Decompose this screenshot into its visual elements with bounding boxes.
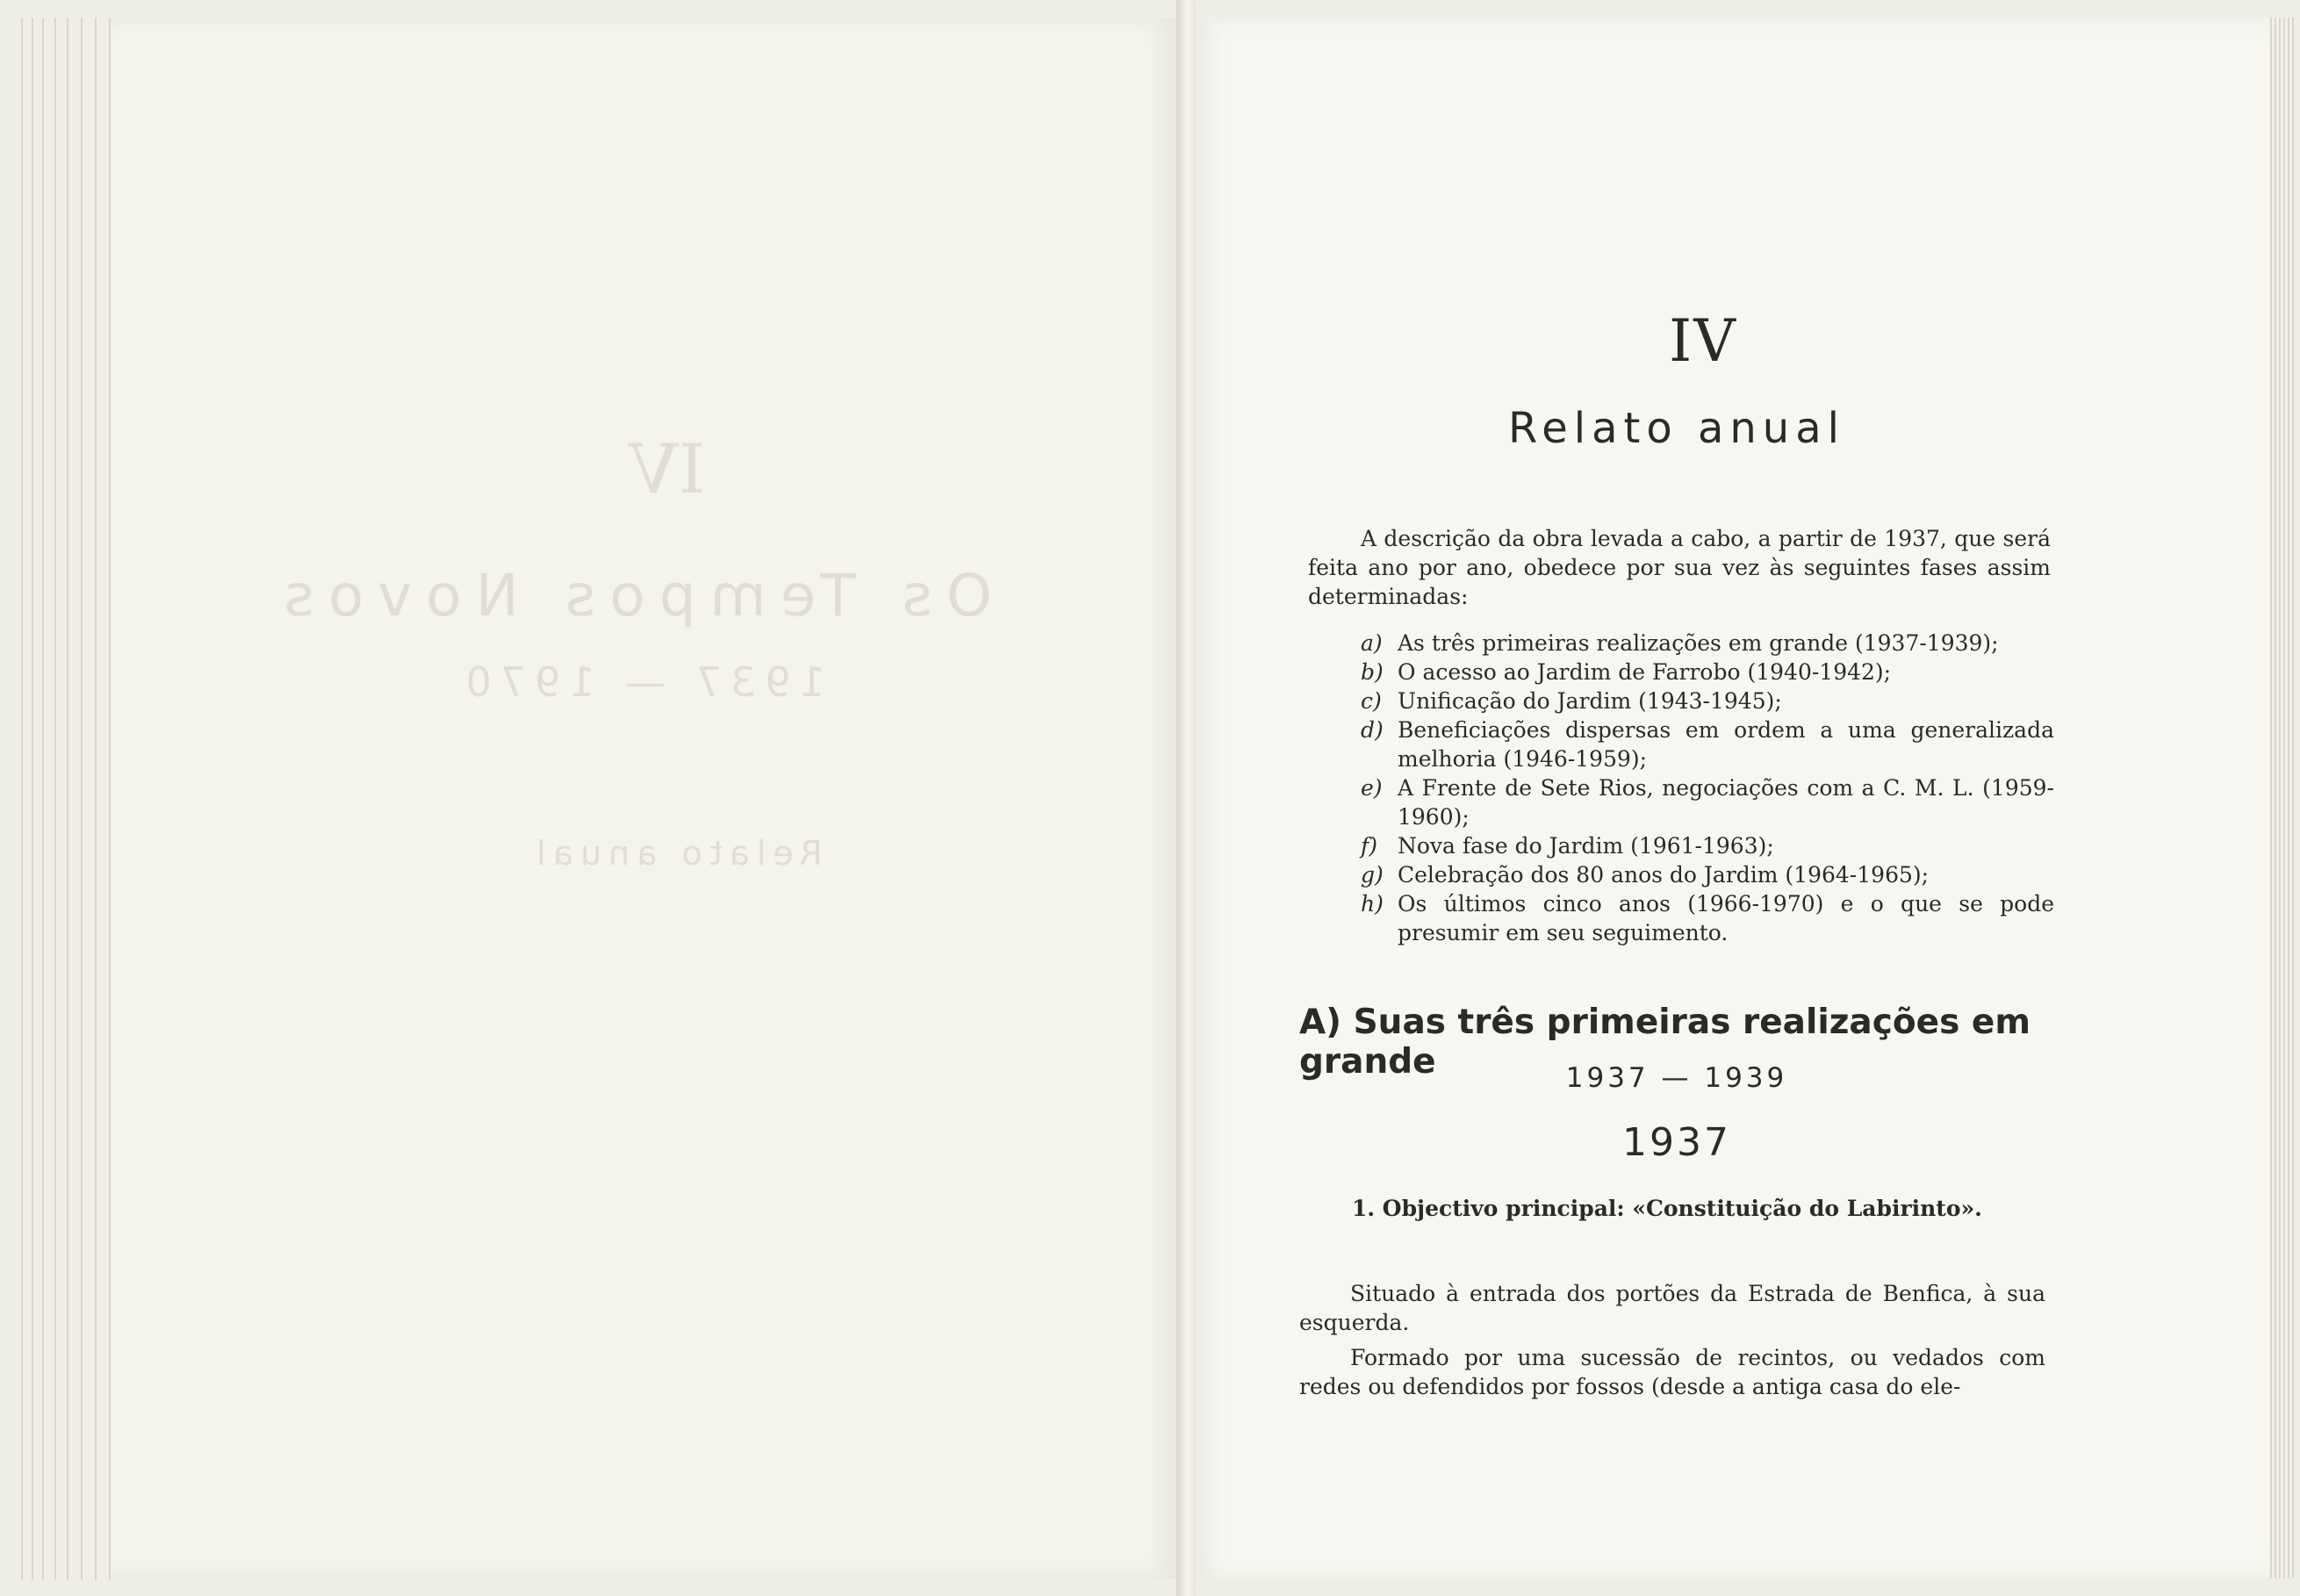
list-item-key: b) (1361, 659, 1384, 685)
list-item-key: a) (1361, 630, 1383, 656)
body-paragraph: Formado por uma sucessão de recintos, ou vedados com redes ou defendidos por fossos (desde a antiga casa do ele- (1299, 1345, 2045, 1399)
right-page-edges (2270, 18, 2295, 1578)
book-gutter (1176, 0, 1196, 1596)
body-paragraph: Situado à entrada dos portões da Estrada de Benfica, à sua esquerda. (1299, 1281, 2045, 1335)
list-item (1361, 629, 2054, 658)
show-through-numeral: IV (629, 430, 706, 509)
chapter-title: Relato anual (1508, 404, 1845, 453)
list-item-text: Unificação do Jardim (1943-1945); (1398, 688, 1782, 714)
list-item-key: f) (1361, 833, 1378, 859)
list-item (1361, 831, 2054, 860)
left-page (112, 18, 1183, 1578)
list-item-key: e) (1361, 775, 1383, 801)
list-item (1361, 658, 2054, 687)
list-item-text: Beneficiações dispersas em ordem a uma generalizada melhoria (1946-1959); (1398, 717, 2054, 772)
intro-paragraph: A descrição da obra levada a cabo, a partir de 1937, que será feita ano por ano, obedece por sua vez às seguintes fases assim determinadas: (1308, 526, 2051, 609)
list-item-text: Nova fase do Jardim (1961-1963); (1398, 833, 1774, 859)
show-through-subtitle: Relato anual (529, 834, 823, 873)
list-item-text: O acesso ao Jardim de Farrobo (1940-1942); (1398, 659, 1892, 685)
list-item-text: As três primeiras realizações em grande (1937-1939); (1398, 630, 1999, 656)
list-item (1361, 889, 2054, 947)
list-item-key: c) (1361, 688, 1382, 714)
chapter-numeral: IV (1669, 307, 1737, 375)
section-heading: A) Suas três primeiras realizações em grande (1299, 1003, 2030, 1082)
list-item-key: g) (1361, 862, 1384, 888)
list-item-text: Celebração dos 80 anos do Jardim (1964-1965); (1398, 862, 1930, 888)
list-item (1361, 687, 2054, 715)
section-years: 1937 — 1939 (1565, 1062, 1788, 1094)
list-item (1361, 860, 2054, 889)
list-item-text: Os últimos cinco anos (1966-1970) e o que se pode presumir em seu seguimento. (1398, 891, 2054, 945)
year-heading: 1937 (1622, 1120, 1731, 1165)
list-item (1361, 715, 2054, 773)
list-item-key: h) (1361, 891, 1384, 917)
list-item-key: d) (1361, 717, 1384, 743)
phase-list (1361, 629, 2054, 947)
objective-subheading: 1. Objectivo principal: «Constituição do Labirinto». (1352, 1196, 1982, 1221)
list-item (1361, 773, 2054, 831)
left-page-edges (21, 18, 118, 1580)
list-item-text: A Frente de Sete Rios, negociações com a C. M. L. (1959-1960); (1398, 775, 2054, 830)
show-through-years: 1937 — 1970 (456, 658, 825, 706)
show-through-title: Os Tempos Novos (270, 562, 992, 629)
